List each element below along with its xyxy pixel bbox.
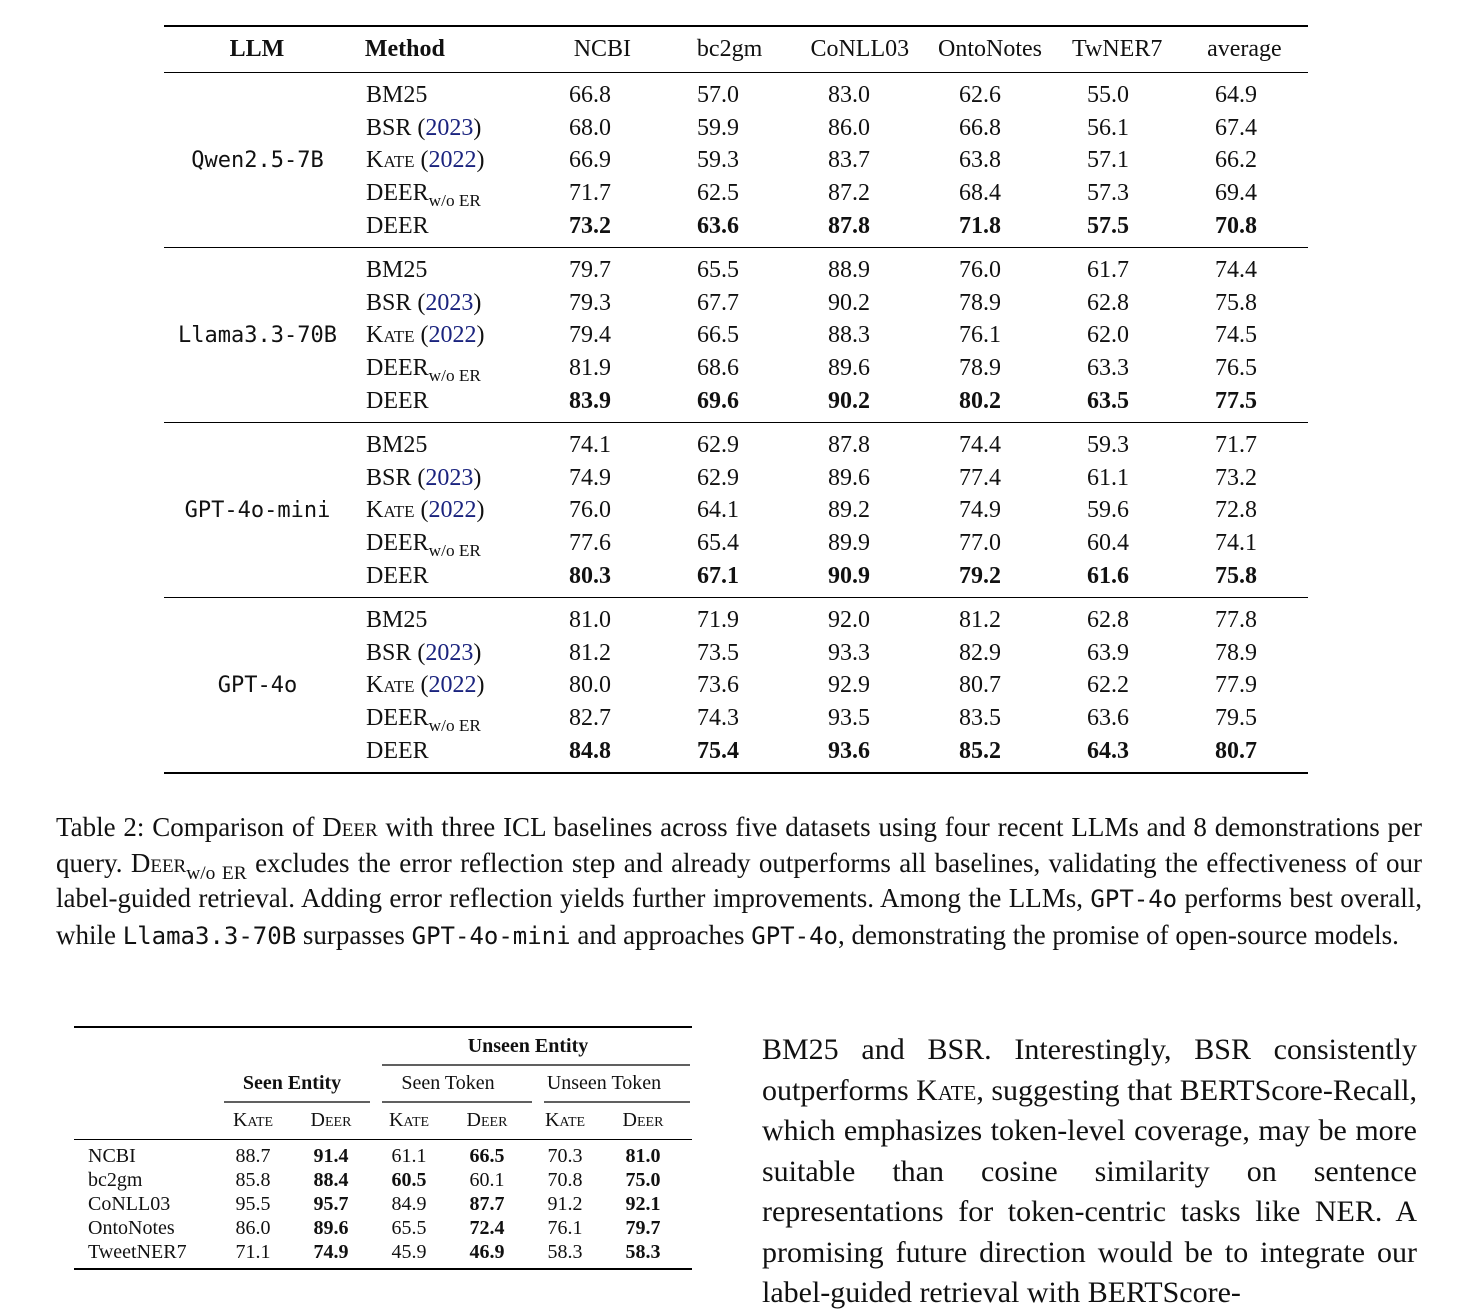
value-cell: 69.6 [697,388,739,415]
header-average: average [1207,36,1282,62]
entity-table-header-2 [74,1065,692,1102]
value-cell: 91.4 [313,1144,349,1167]
entity-table-row [74,1192,692,1216]
table-row [351,254,1308,287]
value-cell: 79.5 [1215,705,1257,732]
value-cell: 79.3 [569,289,611,316]
value-cell: 85.8 [235,1168,271,1191]
value-cell: 83.9 [569,388,611,415]
value-cell: 77.0 [959,530,1001,557]
caption-model: GPT-4o [751,921,838,950]
value-cell: 80.2 [959,388,1001,415]
value-cell: 90.2 [828,388,870,415]
caption-text: excludes the error reflection step and already outperforms all baselines, validating the effectiveness of our label-guided retrieval. Adding error reflection yields further improvements. Among the LLMs, [56,847,1422,914]
method-name: DEER [366,388,429,415]
method-name: BSR (2023) [366,639,482,666]
value-cell: 81.9 [569,355,611,382]
table-row [351,429,1308,462]
value-cell: 87.8 [828,213,870,240]
value-cell: 61.7 [1087,256,1129,283]
value-cell: 75.8 [1215,563,1257,590]
value-cell: 81.0 [625,1144,661,1167]
value-cell: 63.6 [697,213,739,240]
caption-text: with three ICL baselines across five datasets using four recent LLMs and 8 demonstrations per query. [56,812,1422,878]
value-cell: 79.4 [569,322,611,349]
value-cell: 80.7 [1215,738,1257,765]
value-cell: 81.0 [569,606,611,633]
table-row [351,287,1308,320]
entity-table-row [74,1168,692,1192]
value-cell: 59.9 [697,114,739,141]
value-cell: 59.6 [1087,497,1129,524]
method-name: BM25 [366,81,428,108]
value-cell: 90.9 [828,563,870,590]
header-conll03: CoNLL03 [810,36,910,62]
table-row [351,495,1308,528]
value-cell: 70.3 [547,1144,583,1167]
llm-name: Llama3.3-70B [178,323,337,349]
col-deer: Deer [466,1109,508,1131]
seen-entity-header: Seen Entity [242,1072,342,1094]
value-cell: 64.9 [1215,81,1257,108]
caption-model: GPT-4o [1090,885,1178,914]
value-cell: 60.1 [469,1168,505,1191]
value-cell: 62.6 [959,81,1001,108]
value-cell: 66.5 [697,322,739,349]
value-cell: 60.5 [391,1168,427,1191]
value-cell: 65.4 [697,530,739,557]
header-ncbi: NCBI [573,36,632,62]
method-name: BSR (2023) [366,114,482,141]
llm-name: Qwen2.5-7B [191,148,324,174]
table-row [351,177,1308,210]
value-cell: 73.2 [1215,464,1257,491]
value-cell: 78.9 [1215,639,1257,666]
value-cell: 74.9 [959,497,1001,524]
seen-token-header: Seen Token [401,1072,495,1094]
method-name: $DEER_{w/o ER}$ [366,180,481,211]
value-cell: 67.4 [1215,114,1257,141]
entity-table-row [74,1240,692,1264]
value-cell: 71.8 [959,213,1001,240]
header-llm: LLM [229,36,285,62]
value-cell: 82.9 [959,639,1001,666]
value-cell: 57.0 [697,81,739,108]
value-cell: 76.0 [959,256,1001,283]
llm-name: GPT-4o-mini [184,498,331,524]
value-cell: 57.5 [1087,213,1129,240]
value-cell: 74.1 [569,431,611,458]
entity-table-row [74,1216,692,1240]
value-cell: 76.1 [959,322,1001,349]
unseen-entity-header: Unseen Entity [467,1035,589,1057]
value-cell: 64.3 [1087,738,1129,765]
value-cell: 93.3 [828,639,870,666]
value-cell: 66.9 [569,147,611,174]
value-cell: 85.2 [959,738,1001,765]
value-cell: 79.7 [569,256,611,283]
caption-deer: Deer [130,847,187,878]
paragraph-text: BM25 and BSR. Interestingly, BSR consistently outperforms [762,1033,1417,1107]
value-cell: 75.8 [1215,289,1257,316]
value-cell: 80.7 [959,672,1001,699]
value-cell: 81.2 [959,606,1001,633]
table-row [351,604,1308,637]
value-cell: 63.9 [1087,639,1129,666]
model-group [164,423,1308,598]
value-cell: 92.9 [828,672,870,699]
entity-table-body [74,1139,692,1268]
paragraph-text: , suggesting that BERTScore-Recall, which emphasizes token-level coverage, may be more suitable than cosine similarity on sentence representations for token-centric tasks like NER. A promising future direction would be to integrate our label-guided retrieval with BERTScore- [762,1073,1417,1309]
value-cell: 91.2 [547,1192,583,1215]
value-cell: 62.2 [1087,672,1129,699]
value-cell: 74.4 [1215,256,1257,283]
col-deer: Deer [310,1109,352,1131]
value-cell: 70.8 [547,1168,583,1191]
col-kate: Kate [232,1109,274,1131]
value-cell: 86.0 [235,1216,271,1239]
value-cell: 72.8 [1215,497,1257,524]
table-row [351,210,1308,243]
value-cell: 68.4 [959,180,1001,207]
value-cell: 46.9 [469,1240,505,1263]
value-cell: 76.5 [1215,355,1257,382]
method-name: BSR (2023) [366,289,482,316]
caption-text: and approaches [570,919,752,950]
header-bc2gm: bc2gm [696,36,763,62]
value-cell: 61.6 [1087,563,1129,590]
value-cell: 79.7 [625,1216,661,1239]
value-cell: 77.9 [1215,672,1257,699]
value-cell: 65.5 [391,1216,427,1239]
entity-table-header-1 [74,1028,692,1065]
table-body [164,73,1308,772]
method-name: BM25 [366,256,428,283]
value-cell: 71.9 [697,606,739,633]
method-name: DEER [366,213,429,240]
dataset-name: CoNLL03 [88,1192,171,1215]
value-cell: 83.0 [828,81,870,108]
value-cell: 62.9 [697,464,739,491]
value-cell: 84.9 [391,1192,427,1215]
col-deer: Deer [622,1109,664,1131]
value-cell: 89.2 [828,497,870,524]
value-cell: 75.0 [625,1168,661,1191]
value-cell: 62.8 [1087,606,1129,633]
table-row [351,702,1308,735]
value-cell: 57.1 [1087,147,1129,174]
value-cell: 69.4 [1215,180,1257,207]
value-cell: 62.5 [697,180,739,207]
value-cell: 77.6 [569,530,611,557]
value-cell: 63.6 [1087,705,1129,732]
method-name: $DEER_{w/o ER}$ [366,530,481,561]
value-cell: 83.7 [828,147,870,174]
method-name: Kate (2022) [366,672,485,699]
table-row [351,735,1308,768]
value-cell: 92.1 [625,1192,661,1215]
value-cell: 78.9 [959,355,1001,382]
value-cell: 63.8 [959,147,1001,174]
table-row [351,145,1308,178]
value-cell: 81.2 [569,639,611,666]
value-cell: 68.6 [697,355,739,382]
value-cell: 56.1 [1087,114,1129,141]
value-cell: 66.2 [1215,147,1257,174]
table-row [351,320,1308,353]
caption-text: , demonstrating the promise of open-source models. [837,919,1399,950]
table-row [351,462,1308,495]
dataset-name: OntoNotes [88,1216,175,1239]
header-method: Method [364,36,445,62]
table-caption [56,810,1422,954]
value-cell: 73.2 [569,213,611,240]
value-cell: 62.9 [697,431,739,458]
value-cell: 64.1 [697,497,739,524]
value-cell: 73.6 [697,672,739,699]
value-cell: 89.6 [828,464,870,491]
results-table [164,25,1308,774]
dataset-name: NCBI [88,1144,136,1167]
value-cell: 77.8 [1215,606,1257,633]
value-cell: 93.6 [828,738,870,765]
method-name: Kate (2022) [366,147,485,174]
value-cell: 61.1 [391,1144,427,1167]
value-cell: 58.3 [625,1240,661,1263]
entity-table-header-3 [74,1102,692,1139]
table-row [351,385,1308,418]
model-group [164,73,1308,248]
table-row [351,670,1308,703]
value-cell: 78.9 [959,289,1001,316]
caption-deer: Deer [322,812,378,842]
llm-name: GPT-4o [217,673,298,699]
paragraph-kate: Kate [916,1073,977,1107]
body-paragraph [762,1030,1417,1314]
value-cell: 90.2 [828,289,870,316]
method-name: DEER [366,738,429,765]
table-row [351,527,1308,560]
value-cell: 55.0 [1087,81,1129,108]
value-cell: 63.3 [1087,355,1129,382]
method-name: BM25 [366,606,428,633]
value-cell: 80.3 [569,563,611,590]
method-name: $DEER_{w/o ER}$ [366,705,481,736]
col-kate: Kate [544,1109,586,1131]
value-cell: 87.7 [469,1192,505,1215]
method-name: Kate (2022) [366,322,485,349]
value-cell: 74.9 [313,1240,349,1263]
value-cell: 95.7 [313,1192,349,1215]
value-cell: 79.2 [959,563,1001,590]
value-cell: 87.2 [828,180,870,207]
value-cell: 59.3 [1087,431,1129,458]
caption-model: GPT-4o-mini [411,921,571,950]
value-cell: 66.5 [469,1144,505,1167]
value-cell: 74.9 [569,464,611,491]
dataset-name: TweetNER7 [88,1240,187,1263]
method-name: DEER [366,563,429,590]
value-cell: 92.0 [828,606,870,633]
value-cell: 59.3 [697,147,739,174]
table-header-row [164,27,1308,73]
value-cell: 66.8 [959,114,1001,141]
value-cell: 74.3 [697,705,739,732]
table-row [351,79,1308,112]
entity-table-row [74,1144,692,1168]
model-group [164,248,1308,423]
value-cell: 93.5 [828,705,870,732]
value-cell: 62.8 [1087,289,1129,316]
table-row [351,560,1308,593]
table-row [351,112,1308,145]
value-cell: 88.9 [828,256,870,283]
value-cell: 58.3 [547,1240,583,1263]
value-cell: 71.1 [235,1240,271,1263]
value-cell: 76.1 [547,1216,583,1239]
value-cell: 67.1 [697,563,739,590]
value-cell: 62.0 [1087,322,1129,349]
value-cell: 88.7 [235,1144,271,1167]
value-cell: 89.6 [828,355,870,382]
value-cell: 70.8 [1215,213,1257,240]
entity-table [74,1026,692,1270]
caption-text: surpasses [296,919,412,950]
value-cell: 60.4 [1087,530,1129,557]
value-cell: 73.5 [697,639,739,666]
value-cell: 67.7 [697,289,739,316]
value-cell: 83.5 [959,705,1001,732]
value-cell: 75.4 [697,738,739,765]
value-cell: 80.0 [569,672,611,699]
header-ontonotes: OntoNotes [937,36,1042,62]
value-cell: 45.9 [391,1240,427,1263]
method-name: BM25 [366,431,428,458]
value-cell: 82.7 [569,705,611,732]
caption-text: performs best overall, while [56,883,1423,950]
value-cell: 74.5 [1215,322,1257,349]
value-cell: 71.7 [1215,431,1257,458]
value-cell: 71.7 [569,180,611,207]
method-name: BSR (2023) [366,464,482,491]
value-cell: 76.0 [569,497,611,524]
caption-model: Llama3.3-70B [122,921,297,950]
model-group [164,598,1308,772]
value-cell: 68.0 [569,114,611,141]
value-cell: 61.1 [1087,464,1129,491]
col-kate: Kate [388,1109,430,1131]
value-cell: 89.6 [313,1216,349,1239]
value-cell: 74.1 [1215,530,1257,557]
value-cell: 89.9 [828,530,870,557]
method-name: $DEER_{w/o ER}$ [366,355,481,386]
caption-subscript: w/o ER [186,862,247,884]
value-cell: 95.5 [235,1192,271,1215]
value-cell: 66.8 [569,81,611,108]
value-cell: 57.3 [1087,180,1129,207]
caption-text: Table 2: Comparison of [56,812,323,842]
value-cell: 63.5 [1087,388,1129,415]
value-cell: 84.8 [569,738,611,765]
method-name: Kate (2022) [366,497,485,524]
value-cell: 86.0 [828,114,870,141]
value-cell: 72.4 [469,1216,505,1239]
value-cell: 88.4 [313,1168,349,1191]
value-cell: 74.4 [959,431,1001,458]
value-cell: 88.3 [828,322,870,349]
value-cell: 87.8 [828,431,870,458]
value-cell: 77.5 [1215,388,1257,415]
unseen-token-header: Unseen Token [546,1072,662,1094]
value-cell: 77.4 [959,464,1001,491]
header-twner7: TwNER7 [1072,36,1163,62]
table-row [351,637,1308,670]
table-row [351,352,1308,385]
value-cell: 65.5 [697,256,739,283]
dataset-name: bc2gm [88,1168,143,1191]
